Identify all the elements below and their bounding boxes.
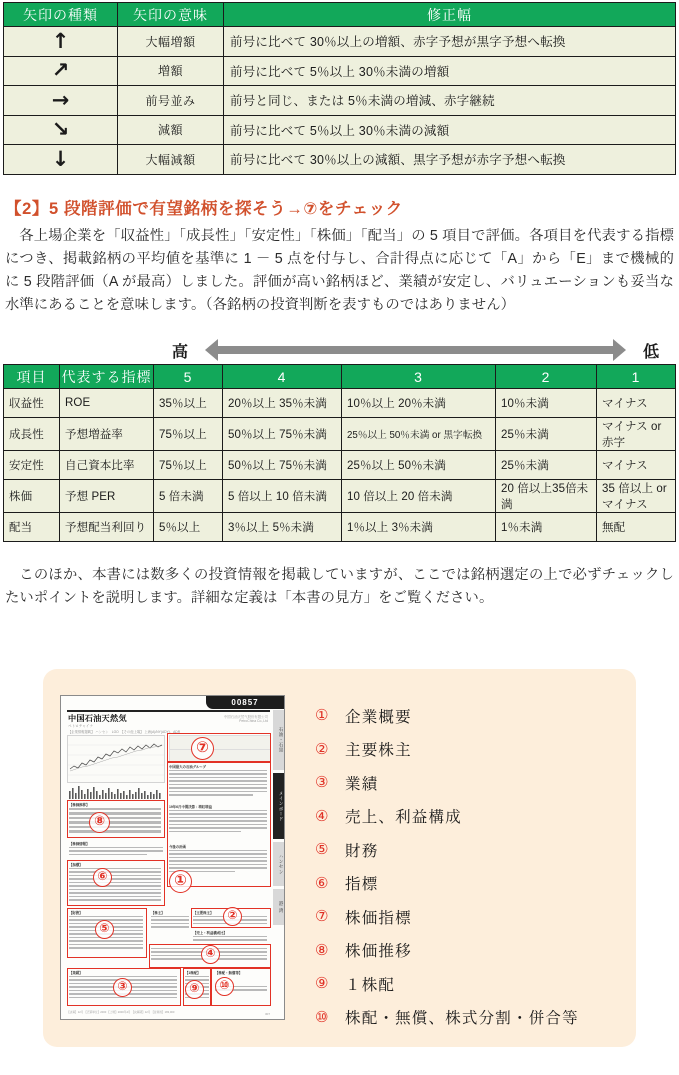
list-item bbox=[315, 967, 636, 1001]
scale-low-label: 低 bbox=[642, 343, 659, 361]
arrow-meaning: 大幅減額 bbox=[118, 145, 224, 175]
rating-score-2: 1％未満 bbox=[496, 513, 597, 542]
legend-number-9: ⑨ bbox=[315, 974, 329, 993]
section-title-results: 【業績】 bbox=[69, 971, 83, 975]
callout-box-7 bbox=[167, 733, 271, 762]
side-tab-port: 港 湾 bbox=[273, 889, 284, 925]
legend-item-list bbox=[301, 669, 636, 1047]
table-row bbox=[4, 451, 676, 480]
rating-item: 株価 bbox=[4, 480, 60, 513]
table-row bbox=[4, 56, 676, 86]
scale-high-label: 高 bbox=[171, 343, 188, 361]
rating-score-1: マイナス or 赤字 bbox=[597, 418, 676, 451]
rating-score-2: 10％未満 bbox=[496, 389, 597, 418]
rating-score-2: 20 倍以上35倍未満 bbox=[496, 480, 597, 513]
legend-number-8: ⑧ bbox=[315, 940, 329, 959]
price-chart-svg bbox=[68, 736, 164, 782]
callout-box-1 bbox=[167, 762, 271, 887]
callout-box-6 bbox=[67, 860, 165, 906]
body-heading-3: 今後の計画 bbox=[169, 845, 186, 849]
callout-marker-2: ② bbox=[223, 907, 242, 926]
col-header-item: 項目 bbox=[4, 365, 60, 389]
rating-table-head bbox=[4, 365, 676, 389]
list-item bbox=[315, 900, 636, 934]
section-title-stock-info: 【株価情報】 bbox=[69, 842, 90, 846]
listing-meta: 【企業情報掲載】 ハンセン LOO 【その他上場】 上海(A)/NY(ADY)、ADR bbox=[68, 730, 181, 734]
table-row bbox=[4, 480, 676, 513]
section-title-stock-history: 【株価推移】 bbox=[69, 803, 90, 807]
side-tab-sector: 石油・石黒 bbox=[273, 710, 284, 770]
table-row bbox=[4, 86, 676, 116]
legend-label-7: 株価指標 bbox=[345, 909, 412, 927]
arrow-range: 前号に比べて 5％以上 30％未満の減額 bbox=[224, 115, 676, 145]
side-tab-strip bbox=[273, 710, 284, 1003]
section-title-indicators: 【指標】 bbox=[69, 863, 83, 867]
legend-label-3: 業績 bbox=[345, 775, 379, 793]
shareholder-rows bbox=[151, 916, 189, 930]
section-title-shareholders: 【株主】 bbox=[151, 911, 165, 915]
legend-label-2: 主要株主 bbox=[345, 742, 412, 760]
table-row bbox=[4, 115, 676, 145]
list-item bbox=[315, 1001, 636, 1035]
rating-score-1: 35 倍以上 or マイナス bbox=[597, 480, 676, 513]
rating-score-4: 20％以上 35％未満 bbox=[223, 389, 342, 418]
list-item bbox=[315, 699, 636, 733]
table-row bbox=[4, 27, 676, 57]
closing-paragraph: このほか、本書には数多くの投資情報を掲載していますが、ここでは銘柄選定の上で必ずチェックしたいポイントを説明します。詳細な定義は「本書の見方」をご覧ください。 bbox=[5, 567, 674, 607]
rating-item: 収益性 bbox=[4, 389, 60, 418]
table-row bbox=[4, 513, 676, 542]
rating-score-5: 5 倍未満 bbox=[154, 480, 223, 513]
legend-number-6: ⑥ bbox=[315, 873, 329, 892]
rating-score-1: マイナス bbox=[597, 389, 676, 418]
rating-score-2: 25％未満 bbox=[496, 418, 597, 451]
rating-index: 予想増益率 bbox=[60, 418, 154, 451]
document-body bbox=[0, 2, 679, 610]
rating-item: 安定性 bbox=[4, 451, 60, 480]
rating-table-body bbox=[4, 389, 676, 542]
rating-index: 自己資本比率 bbox=[60, 451, 154, 480]
legend-label-1: 企業概要 bbox=[345, 708, 412, 726]
legend-number-2: ② bbox=[315, 739, 329, 758]
rating-score-3: 25％以上 50％未満 or 黒字転換 bbox=[342, 418, 496, 451]
stock-info-rows bbox=[69, 847, 163, 857]
table-row bbox=[4, 418, 676, 451]
arrow-table-body bbox=[4, 27, 676, 175]
section-title-dividend: 【1株配】 bbox=[185, 971, 201, 975]
double-arrow-icon bbox=[205, 339, 626, 361]
rating-score-2: 25％未満 bbox=[496, 451, 597, 480]
rating-index: 予想 PER bbox=[60, 480, 154, 513]
legend-panel-inner bbox=[43, 669, 636, 1047]
section-title-split: 【株配・無償等】 bbox=[215, 971, 243, 975]
legend-number-5: ⑤ bbox=[315, 840, 329, 859]
arrow-down-right-icon: ↘ bbox=[4, 115, 118, 145]
arrow-range: 前号と同じ、または 5％未満の増減、赤字継続 bbox=[224, 86, 676, 116]
legend-number-7: ⑦ bbox=[315, 907, 329, 926]
callout-marker-10: ⑩ bbox=[215, 977, 234, 996]
legal-name-line2: PetroChina Co.,Ltd bbox=[239, 719, 268, 723]
title-rule bbox=[67, 710, 270, 712]
list-item bbox=[315, 800, 636, 834]
col-header-arrow-type: 矢印の種類 bbox=[4, 3, 118, 27]
arrow-range: 前号に比べて 30％以上の減額、黒字予想が赤字予想へ転換 bbox=[224, 145, 676, 175]
sales-profit-head-rows bbox=[193, 936, 267, 943]
rating-score-4: 50％以上 75％未満 bbox=[223, 418, 342, 451]
stock-code-badge: 00857 bbox=[206, 696, 284, 709]
rating-criteria-table bbox=[3, 364, 676, 542]
rating-table-header-row bbox=[4, 365, 676, 389]
side-tab-hangseng: ハンセン bbox=[273, 842, 284, 886]
arrow-bar bbox=[216, 346, 615, 354]
rating-score-5: 75％以上 bbox=[154, 418, 223, 451]
rating-score-5: 35％以上 bbox=[154, 389, 223, 418]
list-item bbox=[315, 733, 636, 767]
legend-label-8: 株価推移 bbox=[345, 943, 412, 961]
rating-score-1: マイナス bbox=[597, 451, 676, 480]
callout-marker-8: ⑧ bbox=[89, 812, 110, 833]
arrow-down-strong-icon: ↓ bbox=[4, 145, 118, 175]
callout-marker-3: ③ bbox=[113, 978, 132, 997]
list-item bbox=[315, 833, 636, 867]
legend-number-4: ④ bbox=[315, 806, 329, 825]
arrow-table-head bbox=[4, 3, 676, 27]
list-item bbox=[315, 766, 636, 800]
callout-marker-6: ⑥ bbox=[93, 868, 112, 887]
rating-score-4: 50％以上 75％未満 bbox=[223, 451, 342, 480]
callout-marker-1: ① bbox=[169, 870, 192, 893]
arrow-legend-table bbox=[3, 2, 676, 175]
callout-marker-7: ⑦ bbox=[191, 737, 214, 760]
legend-label-10: 株配・無償、株式分割・併合等 bbox=[345, 1010, 579, 1028]
rating-index: 予想配当利回り bbox=[60, 513, 154, 542]
legend-number-10: ⑩ bbox=[315, 1007, 329, 1026]
rating-score-3: 25％以上 50％未満 bbox=[342, 451, 496, 480]
col-header-score-2: 2 bbox=[496, 365, 597, 389]
callout-marker-5: ⑤ bbox=[95, 920, 114, 939]
price-chart bbox=[67, 735, 165, 783]
arrow-table-header-row bbox=[4, 3, 676, 27]
company-name: 中国石油天然気 bbox=[68, 714, 127, 723]
arrow-meaning: 前号並み bbox=[118, 86, 224, 116]
list-item bbox=[315, 867, 636, 901]
callout-marker-4: ④ bbox=[201, 945, 220, 964]
thumbnail-page-number: 307 bbox=[264, 1012, 270, 1016]
volume-chart bbox=[67, 782, 163, 799]
section-heading: 【2】5 段階評価で有望銘柄を探そう→⑦をチェック bbox=[5, 199, 403, 218]
section-title-finance: 【財務】 bbox=[69, 911, 83, 915]
scale-indicator bbox=[3, 339, 676, 361]
arrow-up-right-icon: ↗ bbox=[4, 56, 118, 86]
arrow-meaning: 増額 bbox=[118, 56, 224, 86]
col-header-score-3: 3 bbox=[342, 365, 496, 389]
thumbnail-footer: 【決算】12月 【売買単位】2000 【上場】2000年4月 【決算期】12月 【従業員】183,000 bbox=[67, 1011, 175, 1014]
arrow-head-right bbox=[613, 339, 626, 361]
callout-box-8 bbox=[67, 800, 165, 838]
arrow-meaning: 減額 bbox=[118, 115, 224, 145]
side-tab-mainboard: メインボード bbox=[273, 773, 284, 839]
arrow-range: 前号に比べて 30％以上の増額、赤字予想が黒字予想へ転換 bbox=[224, 27, 676, 57]
rating-score-5: 5％以上 bbox=[154, 513, 223, 542]
rating-score-4: 5 倍以上 10 倍未満 bbox=[223, 480, 342, 513]
rating-score-4: 3％以上 5％未満 bbox=[223, 513, 342, 542]
rating-score-3: 10 倍以上 20 倍未満 bbox=[342, 480, 496, 513]
arrow-up-strong-icon: ↑ bbox=[4, 27, 118, 57]
company-legal-name bbox=[224, 714, 268, 723]
arrow-right-icon: → bbox=[4, 86, 118, 116]
body-heading-2: 19年6月中間決算：増収増益 bbox=[169, 805, 212, 809]
legend-label-5: 財務 bbox=[345, 842, 379, 860]
legend-number-3: ③ bbox=[315, 773, 329, 792]
company-subtitle: ペトロチャイナ bbox=[68, 724, 94, 728]
col-header-revision-range: 修正幅 bbox=[224, 3, 676, 27]
legend-number-1: ① bbox=[315, 706, 329, 725]
legend-label-6: 指標 bbox=[345, 876, 379, 894]
body-heading-1: 中国最大の石油グループ bbox=[169, 765, 207, 769]
table-row bbox=[4, 145, 676, 175]
arrow-range: 前号に比べて 5％以上 30％未満の増額 bbox=[224, 56, 676, 86]
col-header-score-4: 4 bbox=[223, 365, 342, 389]
rating-score-3: 10％以上 20％未満 bbox=[342, 389, 496, 418]
section-title-major-holders: 【主要株主】 bbox=[193, 911, 214, 915]
rating-item: 成長性 bbox=[4, 418, 60, 451]
sample-page-thumbnail-wrapper bbox=[43, 669, 301, 1047]
legal-name-line1: 中国石油天然气股份有限公司 bbox=[223, 715, 268, 719]
rating-index: ROE bbox=[60, 389, 154, 418]
col-header-score-5: 5 bbox=[154, 365, 223, 389]
volume-chart-svg bbox=[67, 782, 163, 799]
table-row bbox=[4, 389, 676, 418]
legend-label-9: １株配 bbox=[345, 976, 396, 994]
sample-page-thumbnail bbox=[60, 695, 285, 1020]
col-header-index: 代表する指標 bbox=[60, 365, 154, 389]
rating-item: 配当 bbox=[4, 513, 60, 542]
callout-marker-9: ⑨ bbox=[185, 980, 204, 999]
list-item bbox=[315, 934, 636, 968]
rating-score-1: 無配 bbox=[597, 513, 676, 542]
section-title-sales-profit: 【売上・利益構成比】 bbox=[193, 931, 227, 935]
col-header-score-1: 1 bbox=[597, 365, 676, 389]
rating-score-5: 75％以上 bbox=[154, 451, 223, 480]
section-paragraph: 各上場企業を「収益性」「成長性」「安定性」「株価」「配当」の 5 項目で評価。各項目を代表する指標につき、掲載銘柄の平均値を基準に 1 － 5 点を付与し、合計得点に応じて「A」から「E」まで機械的に 5 段階評価（A が最高）しました。評価が高い銘柄ほど、業績が安定し、バリュエーションも妥当な水準にあることを意味します。（各銘柄の投資判断を表すものではありません） bbox=[5, 227, 674, 313]
arrow-meaning: 大幅増額 bbox=[118, 27, 224, 57]
rating-score-3: 1％以上 3％未満 bbox=[342, 513, 496, 542]
legend-panel bbox=[43, 669, 636, 1047]
legend-label-4: 売上、利益構成 bbox=[345, 809, 462, 827]
col-header-arrow-meaning: 矢印の意味 bbox=[118, 3, 224, 27]
